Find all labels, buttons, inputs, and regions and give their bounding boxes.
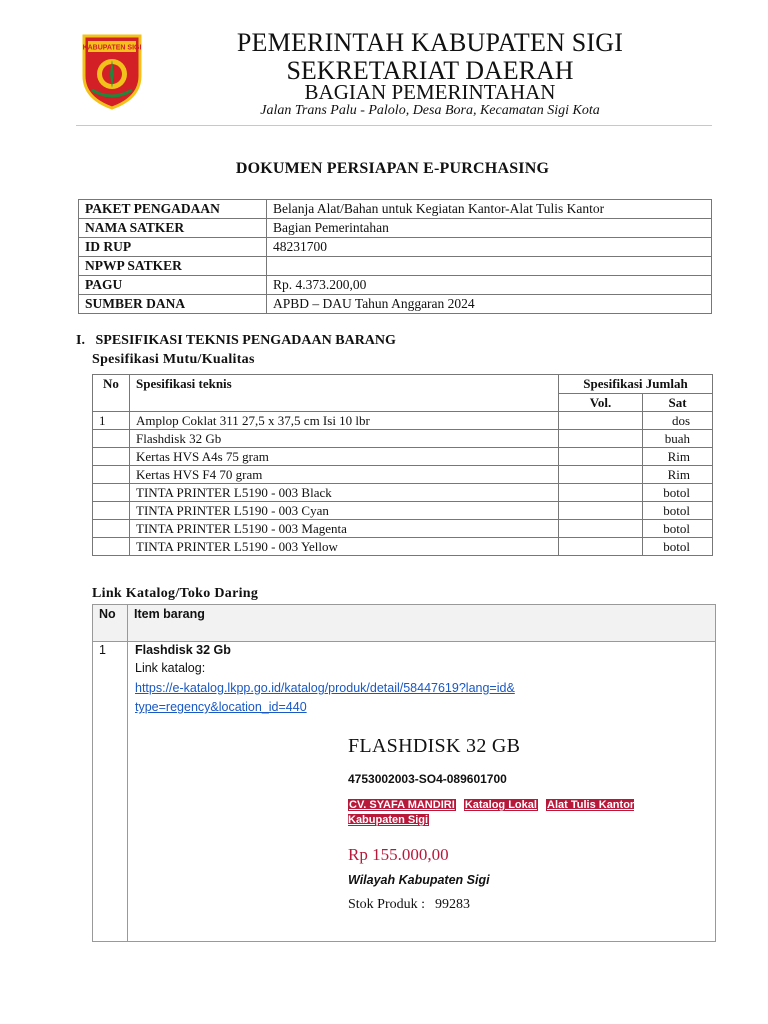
spec-cell-no	[93, 466, 130, 484]
spec-cell-vol	[559, 412, 643, 430]
info-value: Bagian Pemerintahan	[267, 219, 712, 238]
svg-text:KABUPATEN SIGI: KABUPATEN SIGI	[82, 44, 142, 52]
spec-header-sat: Sat	[643, 394, 713, 412]
stock-label: Stok Produk :	[348, 897, 426, 912]
section-subtitle: Spesifikasi Mutu/Kualitas	[92, 352, 255, 367]
spec-row	[93, 448, 713, 466]
info-table	[78, 199, 712, 314]
spec-cell-vol	[559, 466, 643, 484]
catalog-row-divider	[93, 641, 715, 642]
spec-row	[93, 520, 713, 538]
spec-cell-vol	[559, 430, 643, 448]
header-government-name: PEMERINTAH KABUPATEN SIGI	[236, 28, 624, 57]
catalog-header-item: Item barang	[134, 607, 205, 621]
spec-cell-spec: TINTA PRINTER L5190 - 003 Magenta	[130, 520, 559, 538]
spec-cell-sat: botol	[643, 502, 713, 520]
spec-cell-vol	[559, 502, 643, 520]
catalog-item-title: Flashdisk 32 Gb	[135, 643, 231, 657]
info-row	[79, 238, 712, 257]
info-label: PAKET PENGADAAN	[79, 200, 267, 219]
info-row	[79, 295, 712, 314]
spec-header-no: No	[93, 375, 130, 412]
product-price: Rp 155.000,00	[348, 845, 449, 864]
catalog-link-label: Link katalog:	[135, 661, 206, 675]
spec-cell-sat: buah	[643, 430, 713, 448]
catalog-section-title: Link Katalog/Toko Daring	[92, 586, 259, 601]
info-value	[267, 257, 712, 276]
spec-cell-no	[93, 520, 130, 538]
spec-cell-spec: Amplop Coklat 311 27,5 x 37,5 cm Isi 10 lbr	[130, 412, 559, 430]
product-tags	[348, 798, 693, 828]
info-value: 48231700	[267, 238, 712, 257]
info-value: Belanja Alat/Bahan untuk Kegiatan Kantor-Alat Tulis Kantor	[267, 200, 712, 219]
tag-vendor[interactable]: CV. SYAFA MANDIRI	[349, 799, 455, 811]
tag-category[interactable]: Alat Tulis Kantor Kabupaten Sigi	[348, 799, 635, 826]
spec-cell-no	[93, 502, 130, 520]
spec-cell-vol	[559, 538, 643, 556]
info-row	[79, 219, 712, 238]
info-row	[79, 257, 712, 276]
spec-cell-no	[93, 448, 130, 466]
spec-cell-vol	[559, 484, 643, 502]
header-address: Jalan Trans Palu - Palolo, Desa Bora, Kecamatan Sigi Kota	[260, 103, 600, 118]
spec-row	[93, 430, 713, 448]
spec-cell-sat: Rim	[643, 466, 713, 484]
product-stock	[348, 897, 470, 913]
spec-row	[93, 538, 713, 556]
header-secretariat: SEKRETARIAT DAERAH	[286, 56, 574, 85]
catalog-header-no: No	[99, 607, 116, 621]
spec-cell-spec: TINTA PRINTER L5190 - 003 Black	[130, 484, 559, 502]
document-title: DOKUMEN PERSIAPAN E-PURCHASING	[235, 160, 550, 177]
section-number: I.	[76, 333, 85, 348]
spec-row	[93, 466, 713, 484]
spec-row	[93, 412, 713, 430]
info-label: SUMBER DANA	[79, 295, 267, 314]
spec-cell-spec: TINTA PRINTER L5190 - 003 Cyan	[130, 502, 559, 520]
info-label: NPWP SATKER	[79, 257, 267, 276]
catalog-table	[92, 604, 716, 942]
spec-cell-no	[93, 430, 130, 448]
spec-cell-sat: dos	[643, 412, 713, 430]
spec-cell-no: 1	[93, 412, 130, 430]
spec-header-spec: Spesifikasi teknis	[130, 375, 559, 412]
spec-table	[92, 374, 713, 556]
catalog-row-no: 1	[99, 643, 106, 657]
info-label: NAMA SATKER	[79, 219, 267, 238]
spec-row	[93, 484, 713, 502]
spec-cell-vol	[559, 520, 643, 538]
product-region: Wilayah Kabupaten Sigi	[348, 873, 490, 887]
spec-cell-no	[93, 538, 130, 556]
catalog-column-divider	[127, 605, 128, 941]
spec-cell-spec: Kertas HVS A4s 75 gram	[130, 448, 559, 466]
spec-header-qty: Spesifikasi Jumlah	[559, 375, 713, 394]
spec-cell-vol	[559, 448, 643, 466]
header-division: BAGIAN PEMERINTAHAN	[304, 80, 556, 104]
info-label: ID RUP	[79, 238, 267, 257]
info-value: Rp. 4.373.200,00	[267, 276, 712, 295]
info-value: APBD – DAU Tahun Anggaran 2024	[267, 295, 712, 314]
product-code: 4753002003-SO4-089601700	[348, 772, 507, 786]
tag-catalog-type[interactable]: Katalog Lokal	[464, 799, 537, 811]
catalog-link[interactable]: https://e-katalog.lkpp.go.id/katalog/produk/detail/58447619?lang=id&type=regency&location_id=440	[135, 681, 515, 714]
info-row	[79, 276, 712, 295]
spec-cell-no	[93, 484, 130, 502]
kabupaten-sigi-logo	[78, 32, 146, 110]
section-heading	[76, 333, 396, 349]
info-row	[79, 200, 712, 219]
spec-cell-spec: Flashdisk 32 Gb	[130, 430, 559, 448]
product-name: FLASHDISK 32 GB	[348, 735, 521, 757]
spec-header-vol: Vol.	[559, 394, 643, 412]
spec-cell-sat: Rim	[643, 448, 713, 466]
section-title: SPESIFIKASI TEKNIS PENGADAAN BARANG	[95, 333, 396, 348]
spec-row	[93, 502, 713, 520]
stock-value: 99283	[435, 897, 471, 912]
spec-cell-spec: TINTA PRINTER L5190 - 003 Yellow	[130, 538, 559, 556]
info-label: PAGU	[79, 276, 267, 295]
spec-cell-sat: botol	[643, 484, 713, 502]
spec-cell-spec: Kertas HVS F4 70 gram	[130, 466, 559, 484]
spec-cell-sat: botol	[643, 520, 713, 538]
spec-cell-sat: botol	[643, 538, 713, 556]
header-divider	[76, 125, 712, 126]
